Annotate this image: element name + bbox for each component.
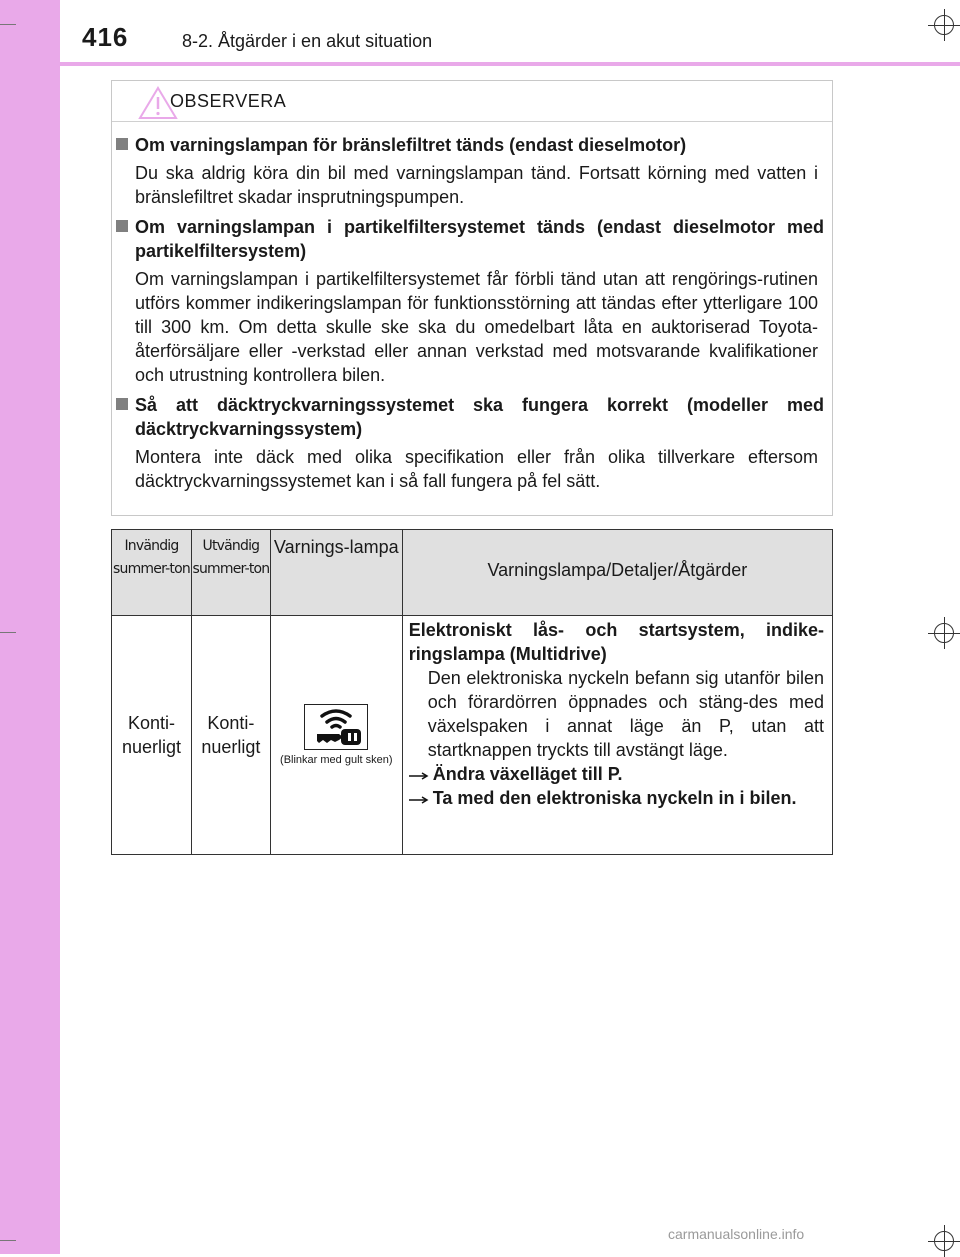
warning-lamp-caption: (Blinkar med gult sken) — [280, 753, 393, 766]
action-text: Ta med den elektroniska nyckeln in i bilen. — [432, 788, 797, 808]
table-header-outside-buzzer: Utvändig summer-ton — [191, 530, 270, 616]
caution-item-text: Montera inte däck med olika specifikation eller från olika tillverkare eftersom däcktryckvarningssystemet kan i så fall fungera på fel sätt. — [135, 447, 818, 491]
page-side-tab — [0, 0, 60, 1254]
caution-item-text: Du ska aldrig köra din bil med varningslampan tänd. Fortsatt körning med vatten i bränslefiltret skadar insprutningspumpen. — [135, 163, 818, 207]
caution-item-title: Om varningslampan i partikelfiltersystemet tänds (endast dieselmotor med partikelfiltersystem) — [135, 217, 824, 261]
key-signal-icon — [304, 704, 368, 750]
warning-table — [111, 529, 833, 855]
registration-mark-icon — [932, 621, 956, 645]
table-header-warning-lamp: Varnings-lampa — [270, 530, 402, 616]
header-rule — [60, 62, 960, 66]
warning-lamp-cell — [270, 616, 402, 855]
registration-mark-icon — [932, 1229, 956, 1253]
crop-mark — [0, 1240, 16, 1241]
detail-text: Den elektroniska nyckeln befann sig utanför bilen och förardörren öppnades och stäng-des med växelspaken i annat läge än P, utan att startknappen tryckts till avstängt läge. — [427, 668, 824, 760]
watermark: carmanualsonline.info — [668, 1226, 805, 1242]
action-text: Ändra växelläget till P. — [432, 764, 623, 784]
caution-box — [111, 80, 833, 516]
table-header-row — [112, 530, 833, 616]
caution-header — [112, 81, 832, 122]
arrow-right-icon — [409, 772, 429, 780]
crop-mark — [0, 632, 16, 633]
table-row — [112, 616, 833, 855]
action-item — [409, 762, 824, 786]
action-item — [409, 786, 824, 810]
crop-mark — [0, 24, 16, 25]
square-bullet-icon — [116, 138, 128, 150]
arrow-right-icon — [409, 796, 429, 804]
caution-item-text: Om varningslampan i partikelfiltersystemet får förbli tänd utan att rengörings-rutinen utförs kommer indikeringslampan för funktionsstörning att tändas efter ytterligare 100 till 300 km. Om detta skulle ske ska du omedelbart låta en auktoriserad Toyota-återförsäljare eller -verkstad eller annan verkstad med motsvarande kvalifikationer och utrustning kontrollera bilen. — [135, 269, 818, 385]
inside-buzzer-cell: Konti-nuerligt — [112, 616, 192, 855]
table-header-details: Varningslampa/Detaljer/Åtgärder — [402, 530, 832, 616]
caution-item-title: Så att däcktryckvarningssystemet ska fungera korrekt (modeller med däcktryckvarningssystem) — [135, 395, 824, 439]
registration-mark-icon — [932, 13, 956, 37]
details-cell — [402, 616, 832, 855]
outside-buzzer-cell: Konti-nuerligt — [191, 616, 270, 855]
square-bullet-icon — [116, 220, 128, 232]
table-header-inside-buzzer: Invändig summer-ton — [112, 530, 192, 616]
caution-item — [112, 393, 832, 493]
caution-item — [112, 133, 832, 209]
page-number: 416 — [82, 22, 129, 52]
section-title: 8-2. Åtgärder i en akut situation — [182, 31, 433, 51]
caution-label: OBSERVERA — [170, 91, 287, 111]
square-bullet-icon — [116, 398, 128, 410]
detail-title: Elektroniskt lås- och startsystem, indike-ringslampa (Multidrive) — [408, 620, 824, 664]
caution-item-title: Om varningslampan för bränslefiltret tänds (endast dieselmotor) — [135, 135, 687, 155]
caution-body — [112, 133, 832, 499]
caution-item — [112, 215, 832, 387]
